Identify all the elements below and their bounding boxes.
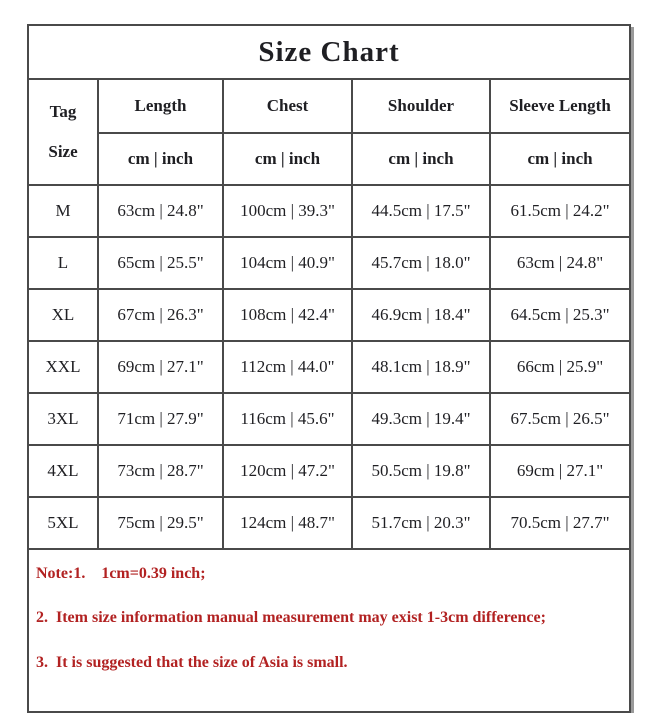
row-size-label: 5XL <box>28 497 98 549</box>
corner-header <box>28 79 98 185</box>
measurement-cell: 71cm | 27.9" <box>98 393 223 445</box>
header-row-units <box>28 133 630 185</box>
column-header-length: Length <box>98 79 223 133</box>
column-header-sleeve-length: Sleeve Length <box>490 79 630 133</box>
header-row-labels <box>28 79 630 133</box>
measurement-cell: 44.5cm | 17.5" <box>352 185 490 237</box>
table-row <box>28 445 630 497</box>
notes <box>28 549 630 712</box>
row-size-label: XL <box>28 289 98 341</box>
measurement-cell: 73cm | 28.7" <box>98 445 223 497</box>
table-row <box>28 393 630 445</box>
unit-header-length: cm | inch <box>98 133 223 185</box>
column-header-chest: Chest <box>223 79 352 133</box>
measurement-cell: 70.5cm | 27.7" <box>490 497 630 549</box>
corner-line-tag: Tag <box>49 102 77 121</box>
note-line: Note:1. 1cm=0.39 inch; <box>36 565 206 582</box>
measurement-cell: 45.7cm | 18.0" <box>352 237 490 289</box>
measurement-cell: 49.3cm | 19.4" <box>352 393 490 445</box>
row-size-label: M <box>28 185 98 237</box>
measurement-cell: 50.5cm | 19.8" <box>352 445 490 497</box>
measurement-cell: 64.5cm | 25.3" <box>490 289 630 341</box>
note-line: 3. It is suggested that the size of Asia is small. <box>36 653 348 671</box>
measurement-cell: 63cm | 24.8" <box>490 237 630 289</box>
measurement-cell: 75cm | 29.5" <box>98 497 223 549</box>
table-row <box>28 185 630 237</box>
row-size-label: L <box>28 237 98 289</box>
size-table-body <box>28 185 630 549</box>
measurement-cell: 65cm | 25.5" <box>98 237 223 289</box>
table-row <box>28 289 630 341</box>
measurement-cell: 46.9cm | 18.4" <box>352 289 490 341</box>
corner-line-size: Size <box>48 142 78 161</box>
unit-header-chest: cm | inch <box>223 133 352 185</box>
title-row <box>28 25 630 79</box>
notes-row <box>28 549 630 712</box>
size-chart <box>27 24 631 713</box>
measurement-cell: 67cm | 26.3" <box>98 289 223 341</box>
measurement-cell: 51.7cm | 20.3" <box>352 497 490 549</box>
measurement-cell: 61.5cm | 24.2" <box>490 185 630 237</box>
measurement-cell: 48.1cm | 18.9" <box>352 341 490 393</box>
row-size-label: XXL <box>28 341 98 393</box>
measurement-cell: 67.5cm | 26.5" <box>490 393 630 445</box>
row-size-label: 4XL <box>28 445 98 497</box>
row-size-label: 3XL <box>28 393 98 445</box>
measurement-cell: 108cm | 42.4" <box>223 289 352 341</box>
column-header-shoulder: Shoulder <box>352 79 490 133</box>
measurement-cell: 124cm | 48.7" <box>223 497 352 549</box>
measurement-cell: 112cm | 44.0" <box>223 341 352 393</box>
unit-header-sleeve-length: cm | inch <box>490 133 630 185</box>
measurement-cell: 66cm | 25.9" <box>490 341 630 393</box>
table-row <box>28 497 630 549</box>
chart-title: Size Chart <box>28 25 630 79</box>
unit-header-shoulder: cm | inch <box>352 133 490 185</box>
measurement-cell: 104cm | 40.9" <box>223 237 352 289</box>
measurement-cell: 69cm | 27.1" <box>490 445 630 497</box>
measurement-cell: 69cm | 27.1" <box>98 341 223 393</box>
measurement-cell: 100cm | 39.3" <box>223 185 352 237</box>
table-row <box>28 341 630 393</box>
table-row <box>28 237 630 289</box>
measurement-cell: 120cm | 47.2" <box>223 445 352 497</box>
measurement-cell: 63cm | 24.8" <box>98 185 223 237</box>
measurement-cell: 116cm | 45.6" <box>223 393 352 445</box>
size-chart-table <box>27 24 631 713</box>
note-line: 2. Item size information manual measurement may exist 1-3cm difference; <box>36 609 546 627</box>
